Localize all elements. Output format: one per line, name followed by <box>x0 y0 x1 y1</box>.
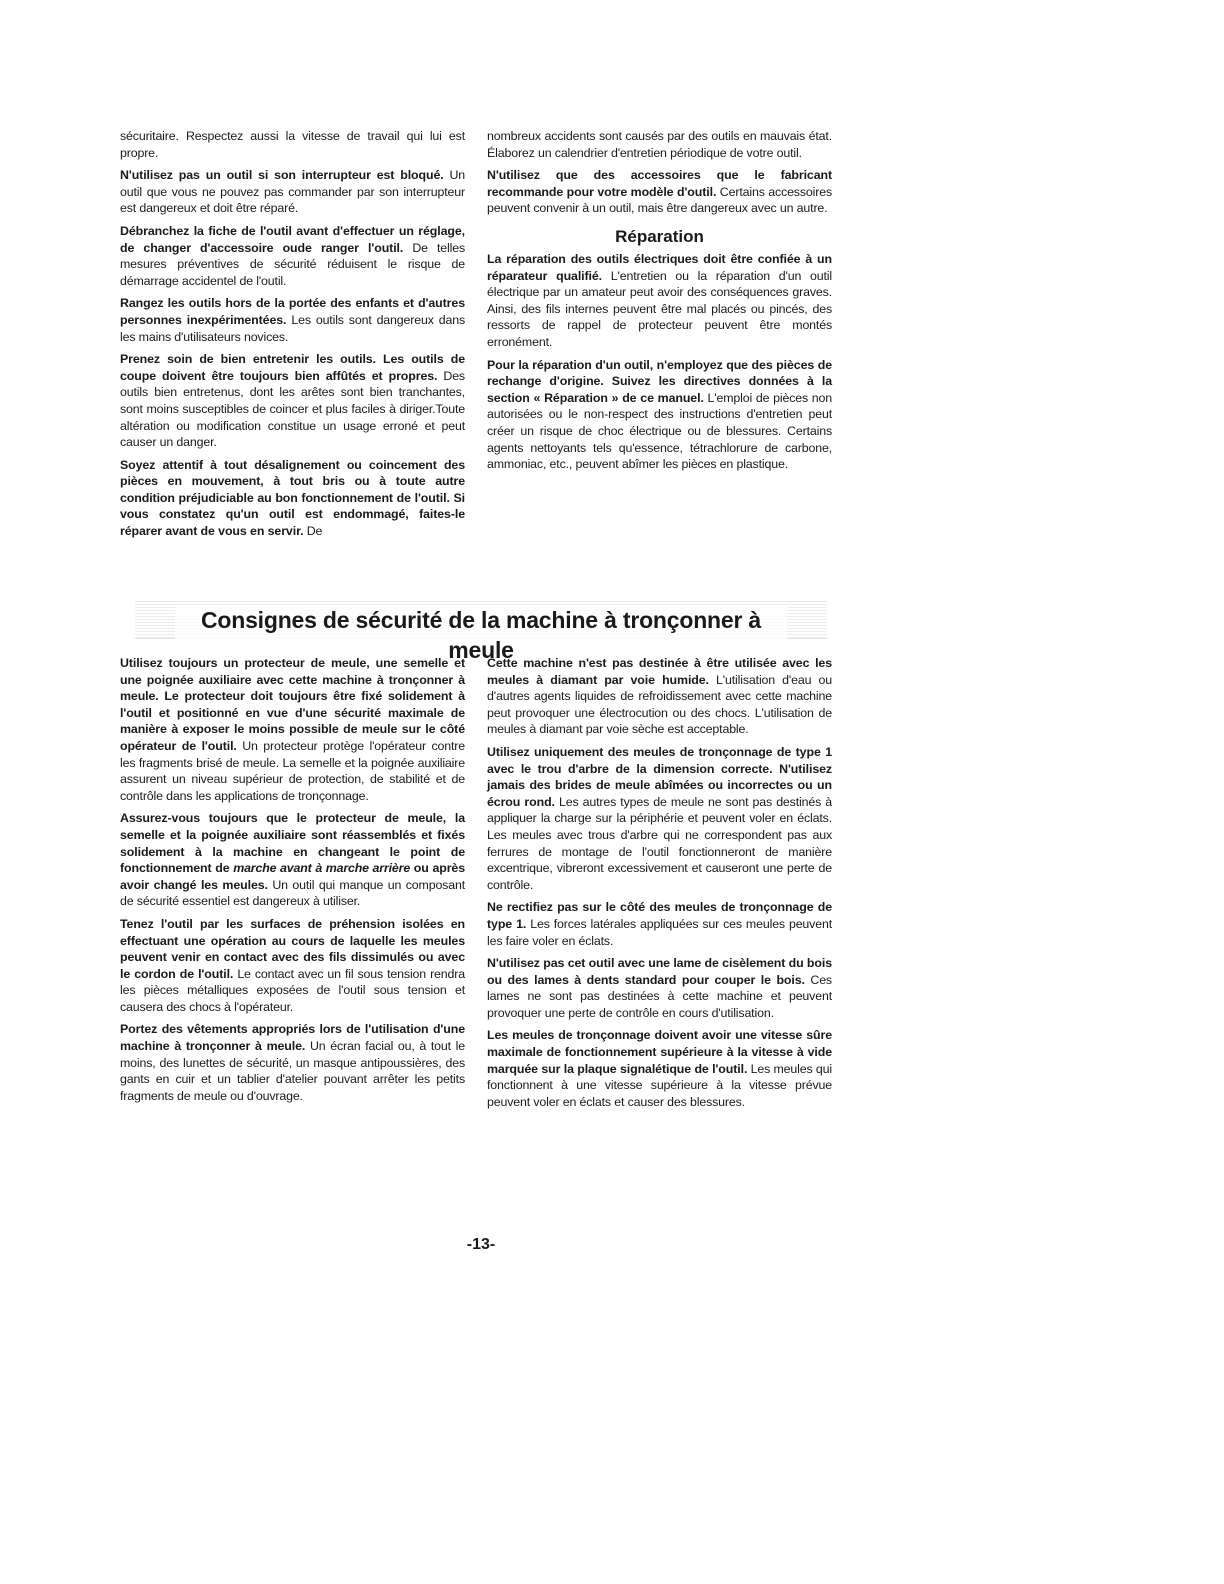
paragraph: N'utilisez pas cet outil avec une lame de cisèlement du bois ou des lames à dents standard pour couper le bois. Ces lames ne sont pas destinées à cette machine et peuvent provoquer une perte de contrôle en cours d'utilisation. <box>487 956 832 1020</box>
reparation-heading: Réparation <box>615 226 704 246</box>
paragraph: Les meules de tronçonnage doivent avoir une vitesse sûre maximale de fonctionnement supérieure à la vitesse à vide marquée sur la plaque signalétique de l'outil. Les meules qui fonctionnent à une vitesse supérieure à la vitesse prévue peuvent voler en éclats et causer des blessures. <box>487 1028 832 1109</box>
paragraph: Tenez l'outil par les surfaces de préhension isolées en effectuant une opération au cours de laquelle les meules peuvent venir en contact avec des fils dissimulés ou avec le cordon de l'outil. Le contact avec un fil sous tension rendra les pièces métalliques exposées de l'outil sous tension et causera des chocs à l'opérateur. <box>120 916 465 1014</box>
paragraph: Prenez soin de bien entretenir les outils. Les outils de coupe doivent être toujours bien affûtés et propres. Des outils bien entretenus, dont les arêtes sont bien tranchantes, sont moins susceptibles de coincer et plus faciles à diriger.Toute altération ou modification constitue un usage erroné et peut causer un danger. <box>120 352 465 450</box>
paragraph: Rangez les outils hors de la portée des enfants et d'autres personnes inexpérimentées. Les outils sont dangereux dans les mains d'utilisateurs novices. <box>120 296 465 344</box>
paragraph: Assurez-vous toujours que le protecteur de meule, la semelle et la poignée auxiliaire sont réassemblés et fixés solidement à la machine en changeant le point de fonctionnement de marche avant à marche arrière ou après avoir changé les meules. Un outil qui manque un composant de sécurité essentiel est dangereux à utiliser. <box>120 811 466 909</box>
bottom-right-column <box>487 655 832 1116</box>
paragraph: Utilisez uniquement des meules de tronçonnage de type 1 avec le trou d'arbre de la dimension correcte. N'utilisez jamais des brides de meule abîmées ou incorrectes ou un écrou rond. Les autres types de meule ne sont pas destinés à appliquer la charge sur la périphérie et peuvent voler en éclats. Les meules avec trous d'arbre qui ne correspondent pas aux ferrures de montage de l'outil fonctionneront de manière excentrique, vibreront excessivement et causeront une perte de contrôle. <box>487 744 832 892</box>
paragraph: sécuritaire. Respectez aussi la vitesse de travail qui lui est propre. <box>120 129 465 160</box>
paragraph: Portez des vêtements appropriés lors de l'utilisation d'une machine à tronçonner à meule. Un écran facial ou, à tout le moins, des lunettes de sécurité, un masque antipoussières, des gants en cuir et un tablier d'atelier pouvant arrêter les petits fragments de meule ou d'ouvrage. <box>120 1022 465 1103</box>
section-banner <box>135 601 827 663</box>
paragraph: Débranchez la fiche de l'outil avant d'effectuer un réglage, de changer d'accessoire oude ranger l'outil. De telles mesures préventives de sécurité réduisent le risque de démarrage accidentel de l'outil. <box>120 223 465 288</box>
page-number: -13- <box>466 1236 496 1253</box>
bottom-left-column <box>120 655 465 1110</box>
paragraph: nombreux accidents sont causés par des outils en mauvais état. Élaborez un calendrier d'entretien périodique de votre outil. <box>487 129 832 160</box>
section-title: Consignes de sécurité de la machine à tronçonner à meule <box>175 605 787 665</box>
paragraph: N'utilisez pas un outil si son interrupteur est bloqué. Un outil que vous ne pouvez pas commander par son interrupteur est dangereux et doit être réparé. <box>120 168 465 216</box>
paragraph: Utilisez toujours un protecteur de meule, une semelle et une poignée auxiliaire avec cette machine à tronçonner à meule. Le protecteur doit toujours être fixé solidement à l'outil et positionné en vue d'une sécurité maximale de manière à exposer le moins possible de meule sur le côté opérateur de l'outil. Un protecteur protège l'opérateur contre les fragments brisé de meule. La semelle et la poignée auxiliaire assurent un niveau supérieur de protection, de stabilité et de contrôle dans les applications de tronçonnage. <box>120 656 465 803</box>
paragraph: Pour la réparation d'un outil, n'employez que des pièces de rechange d'origine. Suivez les directives données à la section « Réparation » de ce manuel. L'emploi de pièces non autorisées ou le non-respect des instructions d'entretien peut créer un risque de choc électrique ou de blessures. Certains agents nettoyants tels qu'essence, tétrachlorure de carbone, ammoniac, etc., peuvent abîmer les pièces en plastique. <box>487 357 833 472</box>
top-right-column <box>487 128 832 479</box>
paragraph: La réparation des outils électriques doit être confiée à un réparateur qualifié. L'entretien ou la réparation d'un outil électrique par un amateur peut avoir des conséquences graves. Ainsi, des fils internes peuvent être mal placés ou pincés, des ressorts de rappel de protecteur peuvent être montés erronément. <box>487 251 832 349</box>
paragraph: N'utilisez que des accessoires que le fabricant recommande pour votre modèle d'outil. Certains accessoires peuvent convenir à un outil, mais être dangereux avec un autre. <box>487 168 833 216</box>
paragraph: Soyez attentif à tout désalignement ou coincement des pièces en mouvement, à tout bris ou à toute autre condition préjudiciable au bon fonctionnement de l'outil. Si vous constatez qu'un outil est endommagé, faites-le réparer avant de vous en servir. De <box>120 457 465 539</box>
top-left-column <box>120 128 465 546</box>
paragraph: Ne rectifiez pas sur le côté des meules de tronçonnage de type 1. Les forces latérales appliquées sur ces meules peuvent les faire voler en éclats. <box>487 900 832 948</box>
paragraph: Cette machine n'est pas destinée à être utilisée avec les meules à diamant par voie humide. L'utilisation d'eau ou d'autres agents liquides de refroidissement avec cette machine peut provoquer une électrocution ou des chocs. L'utilisation de meules à diamant par voie sèche est acceptable. <box>487 656 832 737</box>
